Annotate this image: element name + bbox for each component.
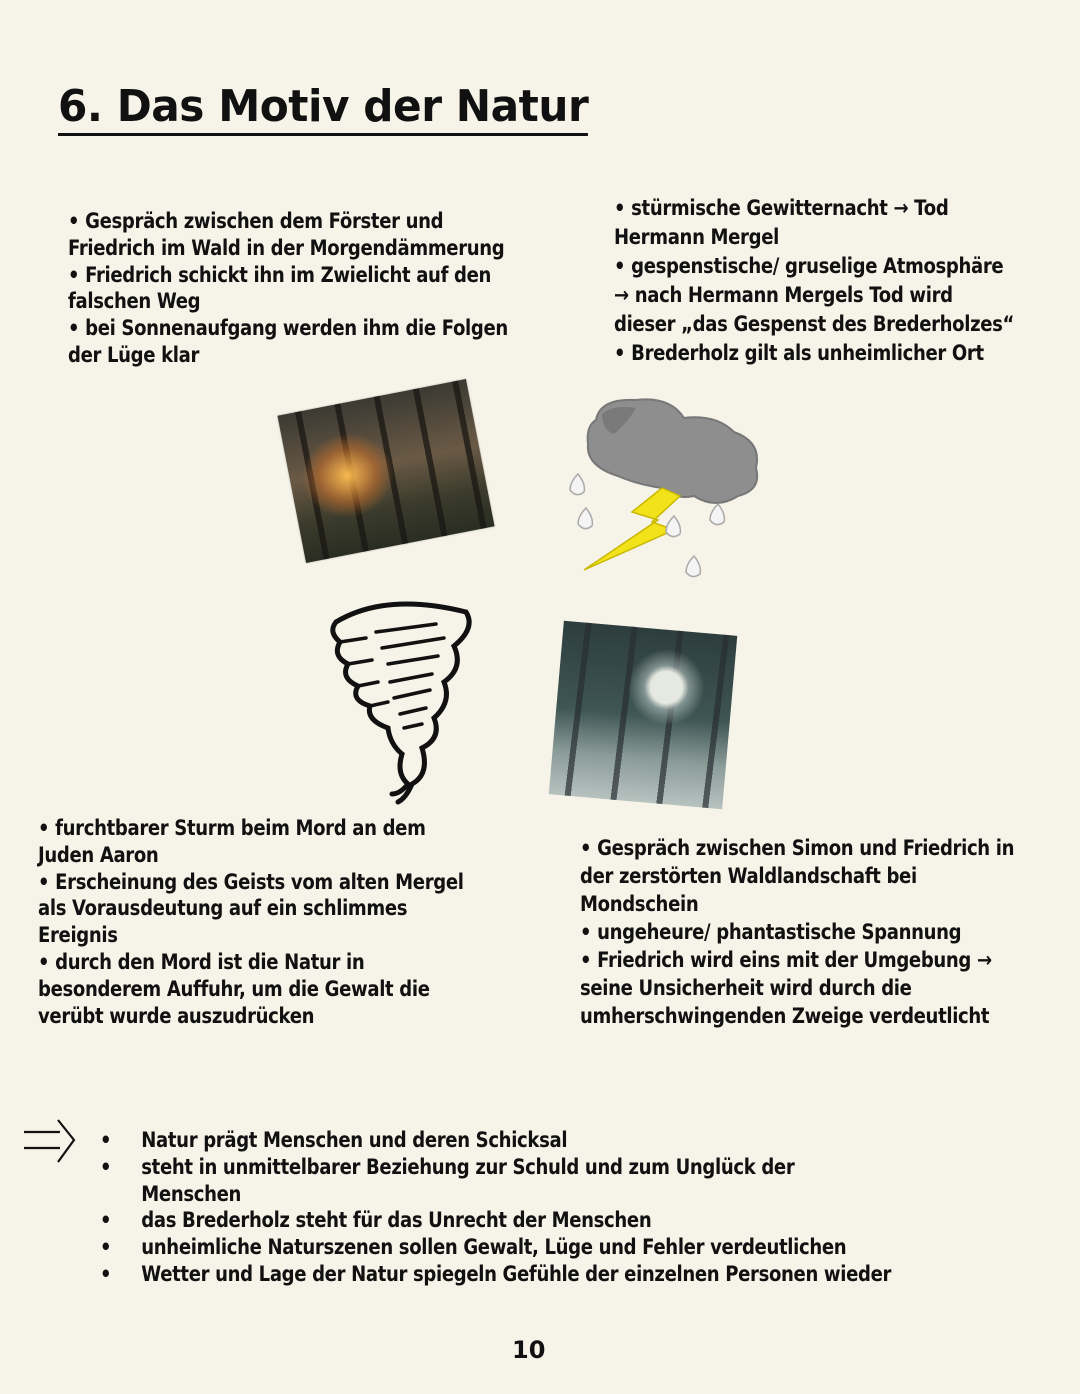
text-line: • furchtbarer Sturm beim Mord an dem — [38, 816, 426, 840]
text-line: • gespenstische/ gruselige Atmosphäre — [614, 254, 1004, 278]
summary-item — [100, 1207, 891, 1234]
text-line: Juden Aaron — [38, 842, 159, 867]
summary-item — [100, 1154, 891, 1208]
double-arrow-right-icon — [22, 1118, 78, 1164]
text-block-moonlight — [580, 834, 1014, 1030]
summary-text: Natur prägt Menschen und deren Schicksal — [141, 1128, 568, 1152]
summary-item — [100, 1127, 891, 1154]
page-number: 10 — [512, 1336, 546, 1364]
summary-item — [100, 1234, 891, 1261]
text-line: • Gespräch zwischen Simon und Friedrich in — [580, 836, 1015, 860]
tornado-icon — [326, 598, 476, 806]
bullet: • — [100, 1154, 112, 1179]
summary-list — [100, 1127, 891, 1288]
bullet: • — [100, 1128, 112, 1152]
text-line: Ereignis — [38, 923, 118, 948]
text-line: • Friedrich wird eins mit der Umgebung → — [580, 948, 992, 972]
summary-item — [100, 1261, 891, 1288]
text-line: → nach Hermann Mergels Tod wird — [614, 283, 953, 307]
bullet: • — [100, 1261, 112, 1286]
text-line: der Lüge klar — [68, 342, 200, 367]
text-line: seine Unsicherheit wird durch die — [580, 976, 912, 1000]
text-line: Friedrich im Wald in der Morgendämmerung — [68, 235, 505, 260]
text-line: verübt wurde auszudrücken — [38, 1003, 315, 1028]
text-line: besonderem Auffuhr, um die Gewalt die — [38, 976, 430, 1001]
text-line: umherschwingenden Zweige verdeutlicht — [580, 1004, 990, 1028]
text-block-storm-murder — [38, 815, 464, 1029]
text-line: Hermann Mergel — [614, 225, 779, 249]
text-line: als Vorausdeutung auf ein schlimmes — [38, 896, 408, 921]
text-line: • Friedrich schickt ihn im Zwielicht auf den — [68, 262, 492, 287]
summary-text: Menschen — [141, 1181, 242, 1206]
text-line: • ungeheure/ phantastische Spannung — [580, 920, 962, 944]
text-line: falschen Weg — [68, 289, 201, 314]
text-line: • Erscheinung des Geists vom alten Mergel — [38, 869, 464, 894]
text-line: Mondschein — [580, 892, 699, 916]
moonlit-forest-image — [549, 621, 738, 810]
summary-text: unheimliche Naturszenen sollen Gewalt, Lüge und Fehler verdeutlichen — [141, 1235, 847, 1260]
text-line: • stürmische Gewitternacht → Tod — [614, 196, 949, 220]
page-title: 6. Das Motiv der Natur — [58, 81, 588, 136]
text-block-forester-dawn — [68, 208, 508, 369]
text-line: • Gespräch zwischen dem Förster und — [68, 209, 444, 233]
summary-text: steht in unmittelbarer Beziehung zur Schuld und zum Unglück der — [141, 1154, 795, 1179]
bullet: • — [100, 1235, 112, 1260]
text-line: • Brederholz gilt als unheimlicher Ort — [614, 341, 984, 365]
summary-text: Wetter und Lage der Natur spiegeln Gefühle der einzelnen Personen wieder — [141, 1261, 892, 1286]
forest-dawn-image — [277, 379, 494, 563]
text-line: • bei Sonnenaufgang werden ihm die Folgen — [68, 316, 508, 341]
summary-text: das Brederholz steht für das Unrecht der Menschen — [141, 1208, 652, 1233]
text-block-thunderstorm — [614, 194, 1014, 368]
text-line: • durch den Mord ist die Natur in — [38, 949, 365, 974]
bullet: • — [100, 1208, 112, 1233]
text-line: der zerstörten Waldlandschaft bei — [580, 864, 917, 888]
text-line: dieser „das Gespenst des Brederholzes“ — [614, 312, 1015, 336]
thunderstorm-cloud-icon — [566, 392, 766, 582]
